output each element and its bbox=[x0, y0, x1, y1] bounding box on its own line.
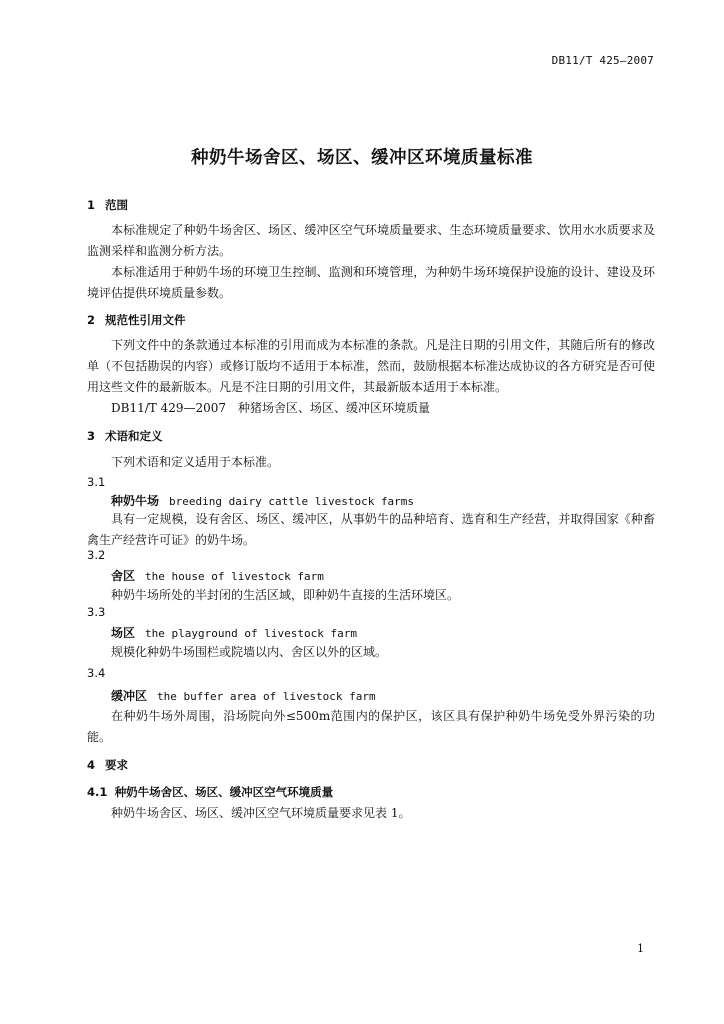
section-4-heading bbox=[87, 757, 128, 773]
section-1-heading bbox=[87, 197, 128, 213]
term-number: 3.3 bbox=[87, 605, 106, 619]
subsection-4-1-heading bbox=[87, 784, 333, 800]
term-number: 3.2 bbox=[87, 548, 106, 562]
standard-code: DB11/T 425—2007 bbox=[551, 54, 654, 67]
section-title: 术语和定义 bbox=[105, 429, 163, 443]
term-chinese: 种奶牛场 bbox=[111, 494, 160, 508]
term-chinese: 舍区 bbox=[111, 569, 136, 583]
term-definition: 规模化种奶牛场围栏或院墙以内、舍区以外的区域。 bbox=[111, 645, 388, 659]
term-chinese: 场区 bbox=[111, 626, 136, 640]
term-definition: 种奶牛场所处的半封闭的生活区域，即种奶牛直接的生活环境区。 bbox=[111, 588, 460, 602]
normative-reference: DB11/T 429—2007 种猪场舍区、场区、缓冲区环境质量 bbox=[111, 401, 431, 415]
subsection-title: 种奶牛场舍区、场区、缓冲区空气环境质量 bbox=[114, 785, 334, 799]
term-heading bbox=[111, 492, 414, 509]
term-heading bbox=[111, 567, 324, 584]
subsection-number: 4.1 bbox=[87, 785, 108, 799]
section-2-heading bbox=[87, 312, 186, 328]
term-english: breeding dairy cattle livestock farms bbox=[169, 495, 415, 508]
section-title: 要求 bbox=[105, 758, 128, 772]
section-3-heading bbox=[87, 428, 163, 444]
term-english: the buffer area of livestock farm bbox=[157, 690, 376, 703]
section-number: 2 bbox=[87, 313, 96, 327]
term-number: 3.4 bbox=[87, 666, 106, 680]
section-number: 3 bbox=[87, 429, 96, 443]
term-heading bbox=[111, 624, 357, 641]
section-title: 范围 bbox=[105, 198, 128, 212]
section-1-paragraph-1: 本标准规定了种奶牛场舍区、场区、缓冲区空气环境质量要求、生态环境质量要求、饮用水水质要求及监测采样和监测分析方法。 bbox=[87, 223, 655, 258]
page-number: 1 bbox=[637, 942, 644, 955]
term-definition: 具有一定规模，设有舍区、场区、缓冲区，从事奶牛的品种培育、选育和生产经营，并取得国家《种畜禽生产经营许可证》的奶牛场。 bbox=[87, 512, 655, 547]
subsection-text: 种奶牛场舍区、场区、缓冲区空气环境质量要求见表 1。 bbox=[111, 806, 411, 820]
term-number: 3.1 bbox=[87, 475, 106, 489]
terms-intro: 下列术语和定义适用于本标准。 bbox=[111, 455, 280, 469]
section-number: 4 bbox=[87, 758, 96, 772]
term-english: the playground of livestock farm bbox=[145, 627, 357, 640]
term-definition: 在种奶牛场外周围，沿场院向外≤500m范围内的保护区，该区具有保护种奶牛场免受外界污染的功能。 bbox=[87, 709, 655, 744]
document-title: 种奶牛场舍区、场区、缓冲区环境质量标准 bbox=[191, 148, 533, 168]
term-chinese: 缓冲区 bbox=[111, 689, 148, 703]
term-heading bbox=[111, 687, 376, 704]
section-title: 规范性引用文件 bbox=[105, 313, 186, 327]
term-english: the house of livestock farm bbox=[145, 570, 324, 583]
section-number: 1 bbox=[87, 198, 96, 212]
section-1-paragraph-2: 本标准适用于种奶牛场的环境卫生控制、监测和环境管理，为种奶牛场环境保护设施的设计、建设及环境评估提供环境质量参数。 bbox=[87, 265, 655, 300]
section-2-paragraph: 下列文件中的条款通过本标准的引用而成为本标准的条款。凡是注日期的引用文件，其随后所有的修改单（不包括勘误的内容）或修订版均不适用于本标准，然而，鼓励根据本标准达成协议的各方研究是否可使用这些文件的最新版本。凡是不注日期的引用文件，其最新版本适用于本标准。 bbox=[87, 338, 655, 394]
